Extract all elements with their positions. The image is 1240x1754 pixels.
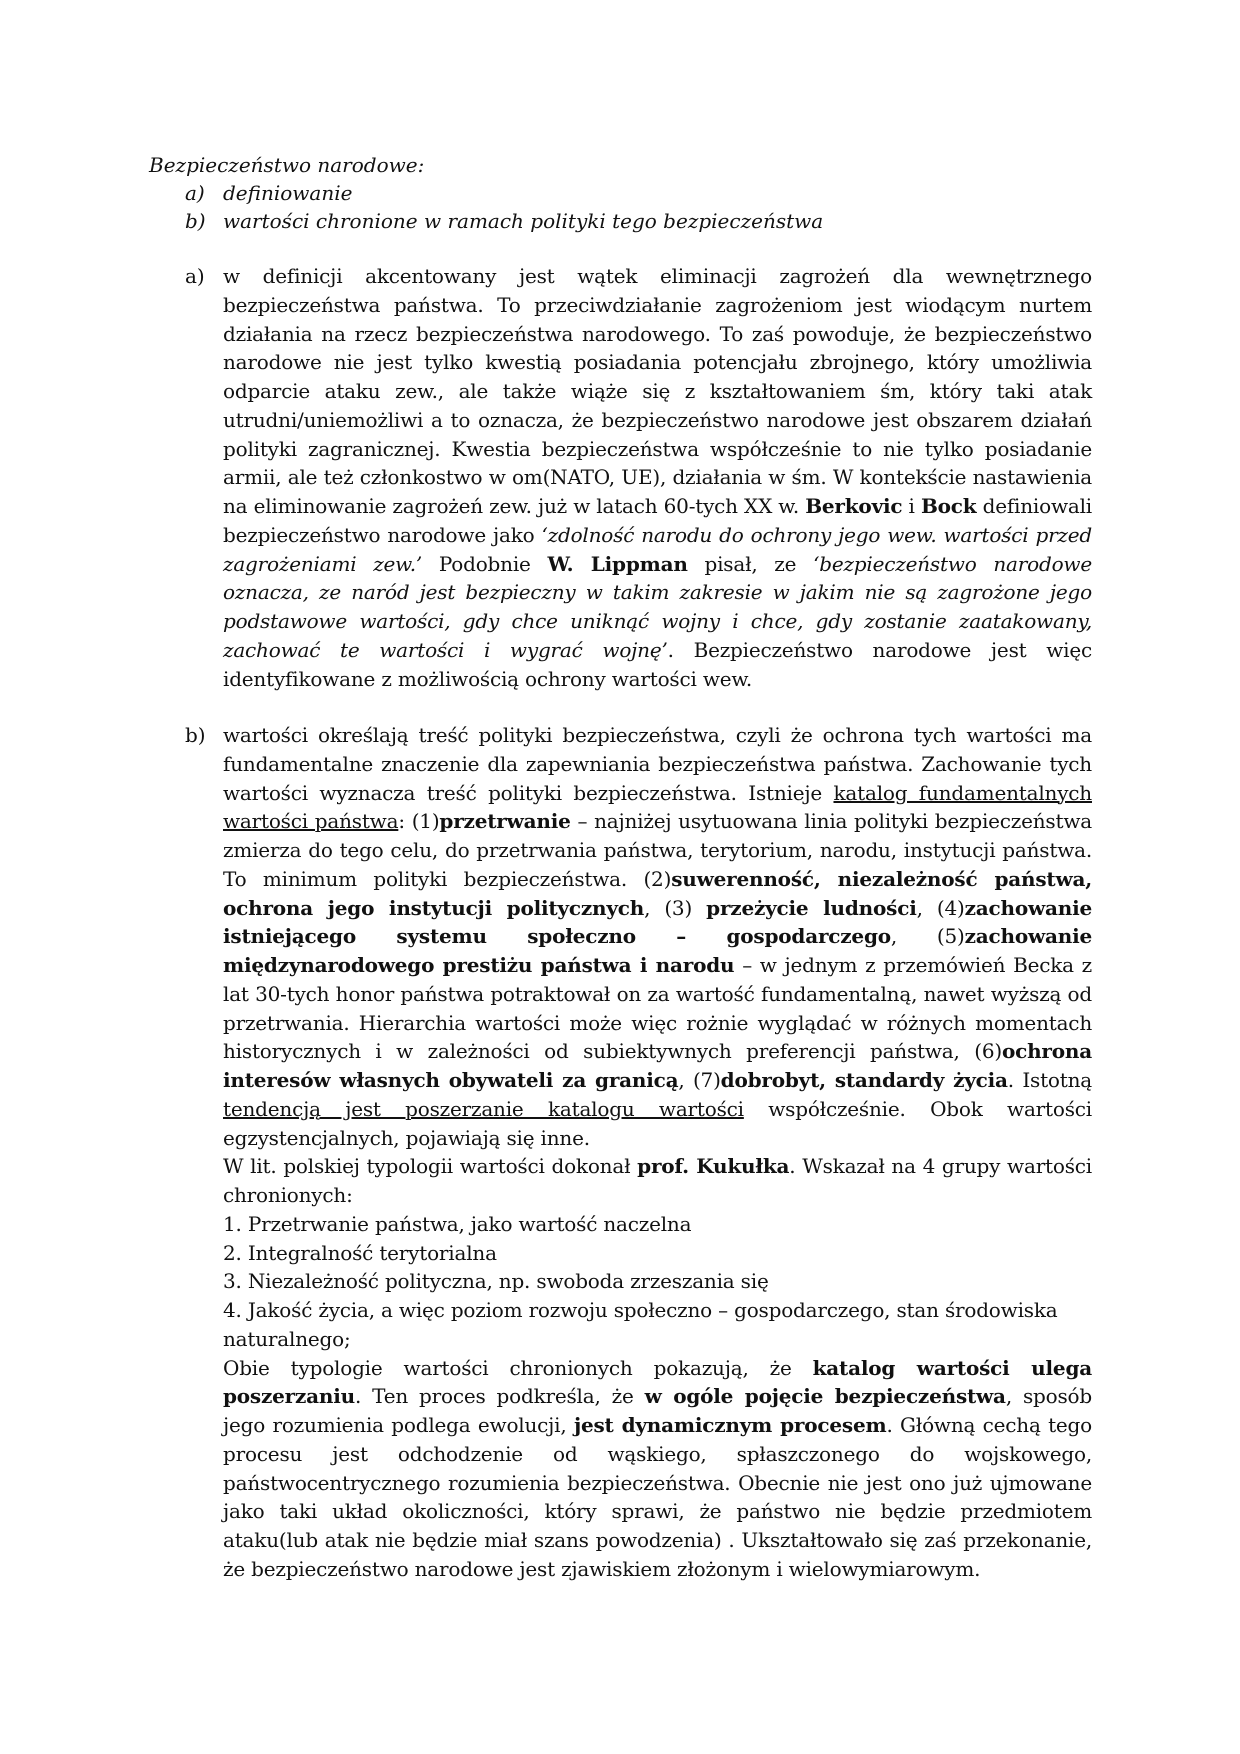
section-a <box>149 262 1092 693</box>
section-b-body <box>223 721 1092 1584</box>
text-run: . Ten proces podkreśla, że <box>355 1384 645 1409</box>
text-run: pisał, ze <box>687 551 814 576</box>
author-name: prof. Kukułka <box>637 1154 790 1179</box>
text-run: . Istotną <box>1007 1068 1092 1092</box>
underlined-phrase: tendencją jest poszerzanie katalogu wartości <box>223 1096 744 1121</box>
text-run: . Bezpieczeństwo narodowe jest więc identyfikowane z możliwością ochrony wartości wew. <box>223 637 1092 691</box>
outline-marker: b) <box>185 209 206 233</box>
text-run: – w jednym z przemówień Becka z lat 30-tych honor państwa potraktował on za wartość fundamentalną, nawet wyższą od przetrwania. Hierarchia wartości może więc rożnie wyglądać w różnych momentach historycznych i w zależności od subiektywnych preferencji państwa, (6) <box>223 953 1092 1064</box>
outline-marker: a) <box>185 181 205 205</box>
text-run: – najniżej usytuowana linia polityki bezpieczeństwa zmierza do tego celu, do przetrwania państwa, terytorium, narodu, instytucji państwa. To minimum polityki bezpieczeństwa. (2) <box>223 809 1092 891</box>
section-a-marker: a) <box>185 264 205 288</box>
typology-paragraph <box>223 1152 1092 1210</box>
key-phrase: w ogóle pojęcie bezpieczeństwa <box>644 1384 1006 1409</box>
value-term: ochrona interesów własnych obywateli za granicą <box>223 1039 1092 1092</box>
text-run: współcześnie. Obok wartości egzystencjalnych, pojawiają się inne. <box>223 1096 1092 1150</box>
text-run: : (1) <box>398 809 440 834</box>
text-run: , (5) <box>890 924 965 949</box>
values-list-item: 3. Niezależność polityczna, np. swoboda zrzeszania się <box>223 1269 769 1294</box>
conclusion-paragraph <box>223 1354 1092 1584</box>
values-list-item: 2. Integralność terytorialna <box>223 1240 497 1265</box>
text-run: i <box>902 494 921 518</box>
author-name: Berkovic <box>805 494 903 518</box>
value-term: dobrobyt, standardy życia <box>720 1068 1008 1092</box>
text-run: , sposób jego rozumienia podlega ewolucji, <box>223 1384 1092 1437</box>
outline-text: definiowanie <box>223 181 353 205</box>
key-phrase: katalog wartości ulega poszerzaniu <box>223 1355 1092 1409</box>
text-run: . Główną cechą tego procesu jest odchodzenie od wąskiego, spłaszczonego do wojskowego, państwocentrycznego rozumienia bezpieczeństwa. Obecnie nie jest ono już ujmowane jako taki układ okoliczności, który sprawi, że państwo nie będzie przedmiotem ataku(lub atak nie będzie miał szans powodzenia) . Ukształtowało się zaś przekonanie, że bezpieczeństwo narodowe jest zjawiskiem złożonym i wielowymiarowym. <box>223 1413 1092 1581</box>
text-run: Podobnie <box>422 551 548 576</box>
outline-item <box>149 207 909 235</box>
outline-text: wartości chronione w ramach polityki tego bezpieczeństwa <box>223 209 824 233</box>
section-a-paragraph <box>223 262 1092 693</box>
text-run: w definicji akcentowany jest wątek eliminacji zagrożeń dla wewnętrznego bezpieczeństwa państwa. To przeciwdziałanie zagrożeniom jest wiodącym nurtem działania na rzecz bezpieczeństwa narodowego. To zaś powoduje, że bezpieczeństwo narodowe nie jest tylko kwestią posiadania potencjału zbrojnego, który umożliwia odparcie ataku zew., ale także wiąże się z kształtowaniem śm, który taki atak utrudni/uniemożliwi a to oznacza, że bezpieczeństwo narodowe jest obszarem działań polityki zagranicznej. Kwestia bezpieczeństwa współcześnie to nie tylko posiadanie armii, ale też członkostwo w om(NATO, UE), działania w śm. W kontekście nastawienia na eliminowanie zagrożeń zew. już w latach 60-tych XX w. <box>223 264 1092 518</box>
key-phrase: jest dynamicznym procesem <box>573 1413 887 1437</box>
text-run: W lit. polskiej typologii wartości dokonał <box>223 1154 638 1179</box>
text-run: Obie typologie wartości chronionych pokazują, że <box>223 1355 813 1380</box>
value-term: przeżycie ludności <box>706 895 917 920</box>
text-run: , (4) <box>916 895 965 920</box>
quote: ‘bezpieczeństwo narodowe oznacza, ze naród jest bezpieczny w takim zakresie w jakim nie są zagrożone jego podstawowe wartości, gdy chce uniknąć wojny i chce, gdy zostanie zaatakowany, zachować te wartości i wygrać wojnę’ <box>223 551 1092 662</box>
section-b <box>149 721 1092 1584</box>
values-list-item: 1. Przetrwanie państwa, jako wartość naczelna <box>223 1211 692 1236</box>
value-term: suwerenność, niezależność państwa, ochrona jego instytucji politycznych <box>223 866 1092 920</box>
document-heading: Bezpieczeństwo narodowe: <box>149 153 425 177</box>
quote: ‘zdolność narodu do ochrony jego wew. wartości przed zagrożeniami zew.’ <box>223 522 1093 576</box>
underlined-phrase: katalog fundamentalnych wartości państwa <box>223 780 1092 834</box>
outline-item <box>149 179 909 207</box>
author-name: Bock <box>920 494 977 518</box>
text-run: definiowali bezpieczeństwo narodowe jako <box>223 494 1092 547</box>
text-run: . Wskazał na 4 grupy wartości chronionych: <box>223 1154 1092 1207</box>
text-run: , (7) <box>678 1068 721 1092</box>
section-b-marker: b) <box>185 723 206 747</box>
outline-list <box>149 179 909 235</box>
text-run: wartości określają treść polityki bezpieczeństwa, czyli że ochrona tych wartości ma fundamentalne znaczenie dla zapewniania bezpieczeństwa państwa. Zachowanie tych wartości wyznacza treść polityki bezpieczeństwa. Istnieje <box>223 723 1092 805</box>
value-term: zachowanie istniejącego systemu społeczno – gospodarczego <box>223 895 1093 949</box>
section-b-paragraph <box>223 721 1092 1152</box>
value-term: przetrwanie <box>439 809 571 834</box>
values-list-item: 4. Jakość życia, a więc poziom rozwoju społeczno – gospodarczego, stan środowiska naturalnego; <box>223 1298 1058 1351</box>
text-run: , (3) <box>644 895 707 920</box>
author-name: W. Lippman <box>547 551 688 576</box>
value-term: zachowanie międzynarodowego prestiżu państwa i narodu <box>223 924 1093 977</box>
values-list <box>223 1210 1092 1354</box>
